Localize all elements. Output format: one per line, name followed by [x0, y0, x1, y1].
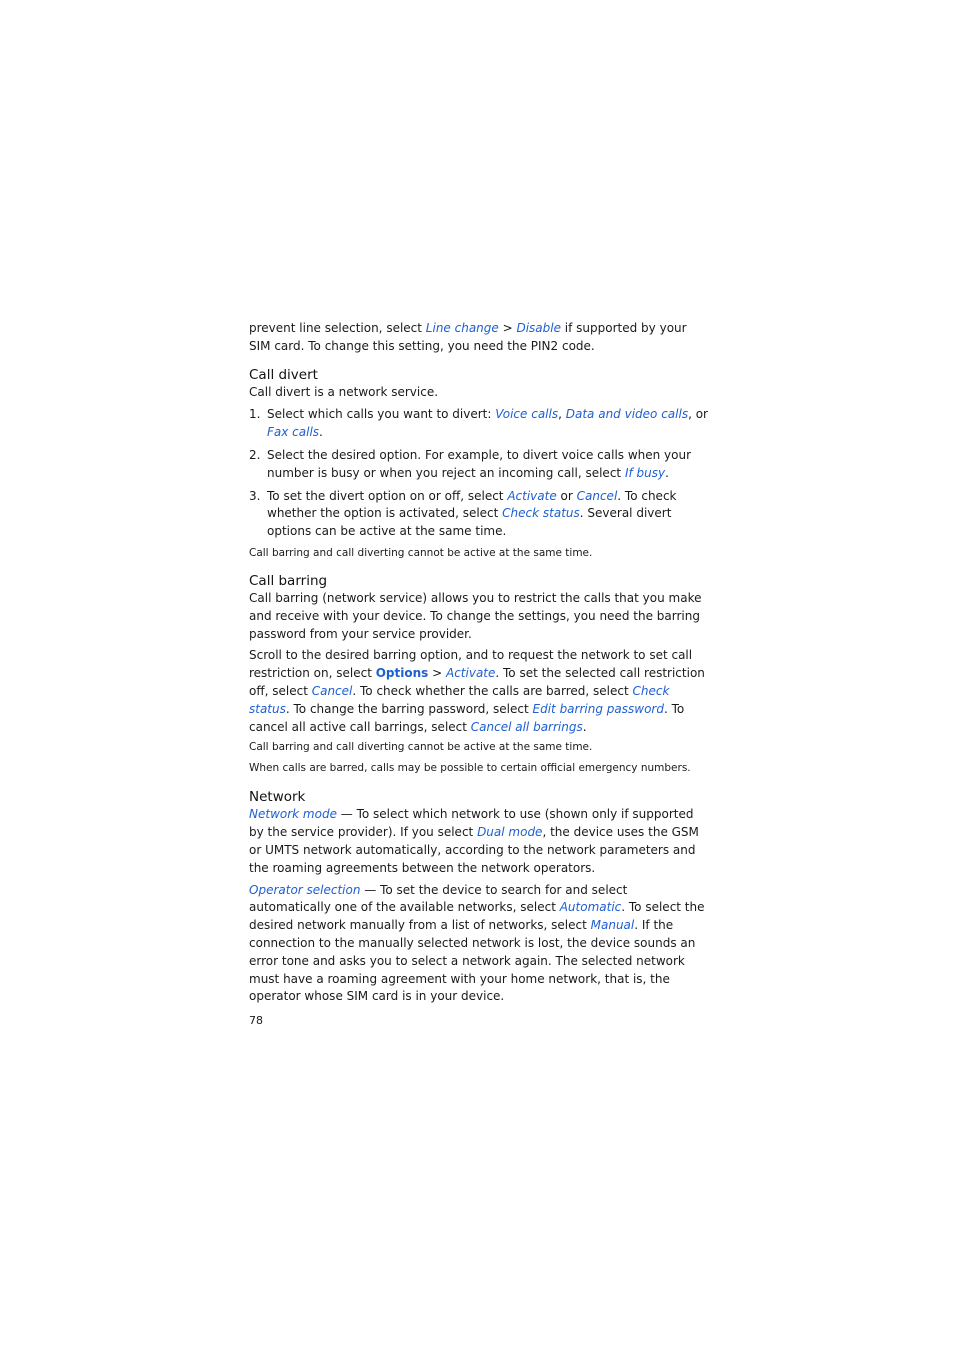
intro-text: prevent line selection, select	[249, 321, 426, 335]
check-status-option: Check status	[502, 506, 580, 521]
activate-option: Activate	[507, 488, 557, 503]
step-text: . To check whether the option is activated, select	[267, 488, 677, 521]
step-3	[249, 488, 709, 541]
disable-option: Disable	[516, 321, 561, 335]
voice-calls-option: Voice calls	[495, 407, 559, 422]
step-text: .	[319, 425, 323, 440]
dual-mode-option: Dual mode	[477, 825, 543, 840]
call-barring-heading: Call barring	[249, 572, 328, 589]
network-text: — To set the device to search for and select automatically one of the available networks, select	[249, 882, 628, 915]
barring-text: . To change the barring password, select	[285, 701, 533, 716]
cancel-option: Cancel	[311, 683, 353, 698]
step-text: , or	[688, 407, 708, 422]
barring-text: Scroll to the desired barring option, and to request the network to set call restriction on, select	[249, 648, 693, 681]
options-key: Options	[375, 666, 429, 681]
edit-barring-password-option: Edit barring password	[532, 701, 664, 716]
manual-page	[249, 320, 709, 1006]
step-number: 2.	[249, 447, 261, 462]
network-text: . To select the desired network manually from a list of networks, select	[249, 900, 705, 933]
intro-text: >	[498, 321, 517, 335]
step-text: .	[665, 465, 669, 480]
step-number: 3.	[249, 488, 261, 503]
barring-text: .	[582, 719, 587, 734]
network-text: — To select which network to use (shown only if supported by the service provider). If you select	[249, 807, 694, 840]
page-number: 78	[249, 1014, 263, 1027]
step-text: Select the desired option. For example, to divert voice calls when your number is busy or when you reject an incoming call, select	[267, 447, 692, 480]
line-change-option: Line change	[425, 321, 499, 335]
cancel-option: Cancel	[576, 488, 618, 503]
network-text: . If the connection to the manually selected network is lost, the device sounds an error tone and asks you to select a network again. The selected network must have a roaming agreement with your home network, that is, the operator whose SIM card is in your device.	[249, 918, 696, 1004]
fax-calls-option: Fax calls	[267, 425, 320, 440]
step-text: To set the divert option on or off, select	[267, 488, 508, 503]
data-video-calls-option: Data and video calls	[565, 407, 689, 422]
network-text: , the device uses the GSM or UMTS network automatically, according to the network parameters and the roaming agreements between the network operators.	[249, 825, 699, 875]
barring-text: . To set the selected call restriction off, select	[249, 666, 705, 698]
step-text: . Several divert options can be active at the same time.	[267, 506, 672, 539]
intro-paragraph	[249, 320, 709, 356]
call-divert-steps	[249, 406, 709, 541]
step-text: or	[556, 488, 577, 503]
call-barring-p1: Call barring (network service) allows you to restrict the calls that you make and receive with your device. To change the settings, you need the barring password from your service provider.	[249, 590, 702, 641]
step-2	[249, 447, 709, 483]
activate-option: Activate	[446, 666, 496, 681]
check-status-option: Check status	[249, 683, 670, 716]
step-1	[249, 406, 709, 442]
automatic-option: Automatic	[559, 900, 622, 915]
operator-selection-option: Operator selection	[249, 882, 361, 897]
network-mode-paragraph	[249, 806, 709, 877]
step-number: 1.	[249, 407, 261, 422]
call-divert-note: Call barring and call diverting cannot be active at the same time.	[249, 546, 593, 559]
barring-text: . To check whether the calls are barred, select	[352, 683, 633, 698]
manual-option: Manual	[590, 918, 635, 933]
step-text: Select which calls you want to divert:	[267, 407, 496, 422]
call-divert-heading: Call divert	[249, 366, 318, 383]
call-barring-note-1: Call barring and call diverting cannot be active at the same time.	[249, 741, 593, 754]
step-text: ,	[558, 407, 566, 422]
intro-text: if supported by your SIM card. To change this setting, you need the PIN2 code.	[249, 321, 687, 353]
barring-text: . To cancel all active call barrings, select	[249, 701, 685, 734]
call-divert-desc: Call divert is a network service.	[249, 384, 439, 399]
call-barring-note-2: When calls are barred, calls may be possible to certain official emergency numbers.	[249, 762, 691, 775]
operator-selection-paragraph	[249, 882, 709, 1007]
network-heading: Network	[249, 789, 306, 806]
call-barring-p2	[249, 647, 709, 736]
network-mode-option: Network mode	[249, 807, 337, 822]
barring-text: >	[428, 666, 446, 681]
if-busy-option: If busy	[624, 465, 666, 480]
cancel-all-barrings-option: Cancel all barrings	[470, 719, 583, 734]
